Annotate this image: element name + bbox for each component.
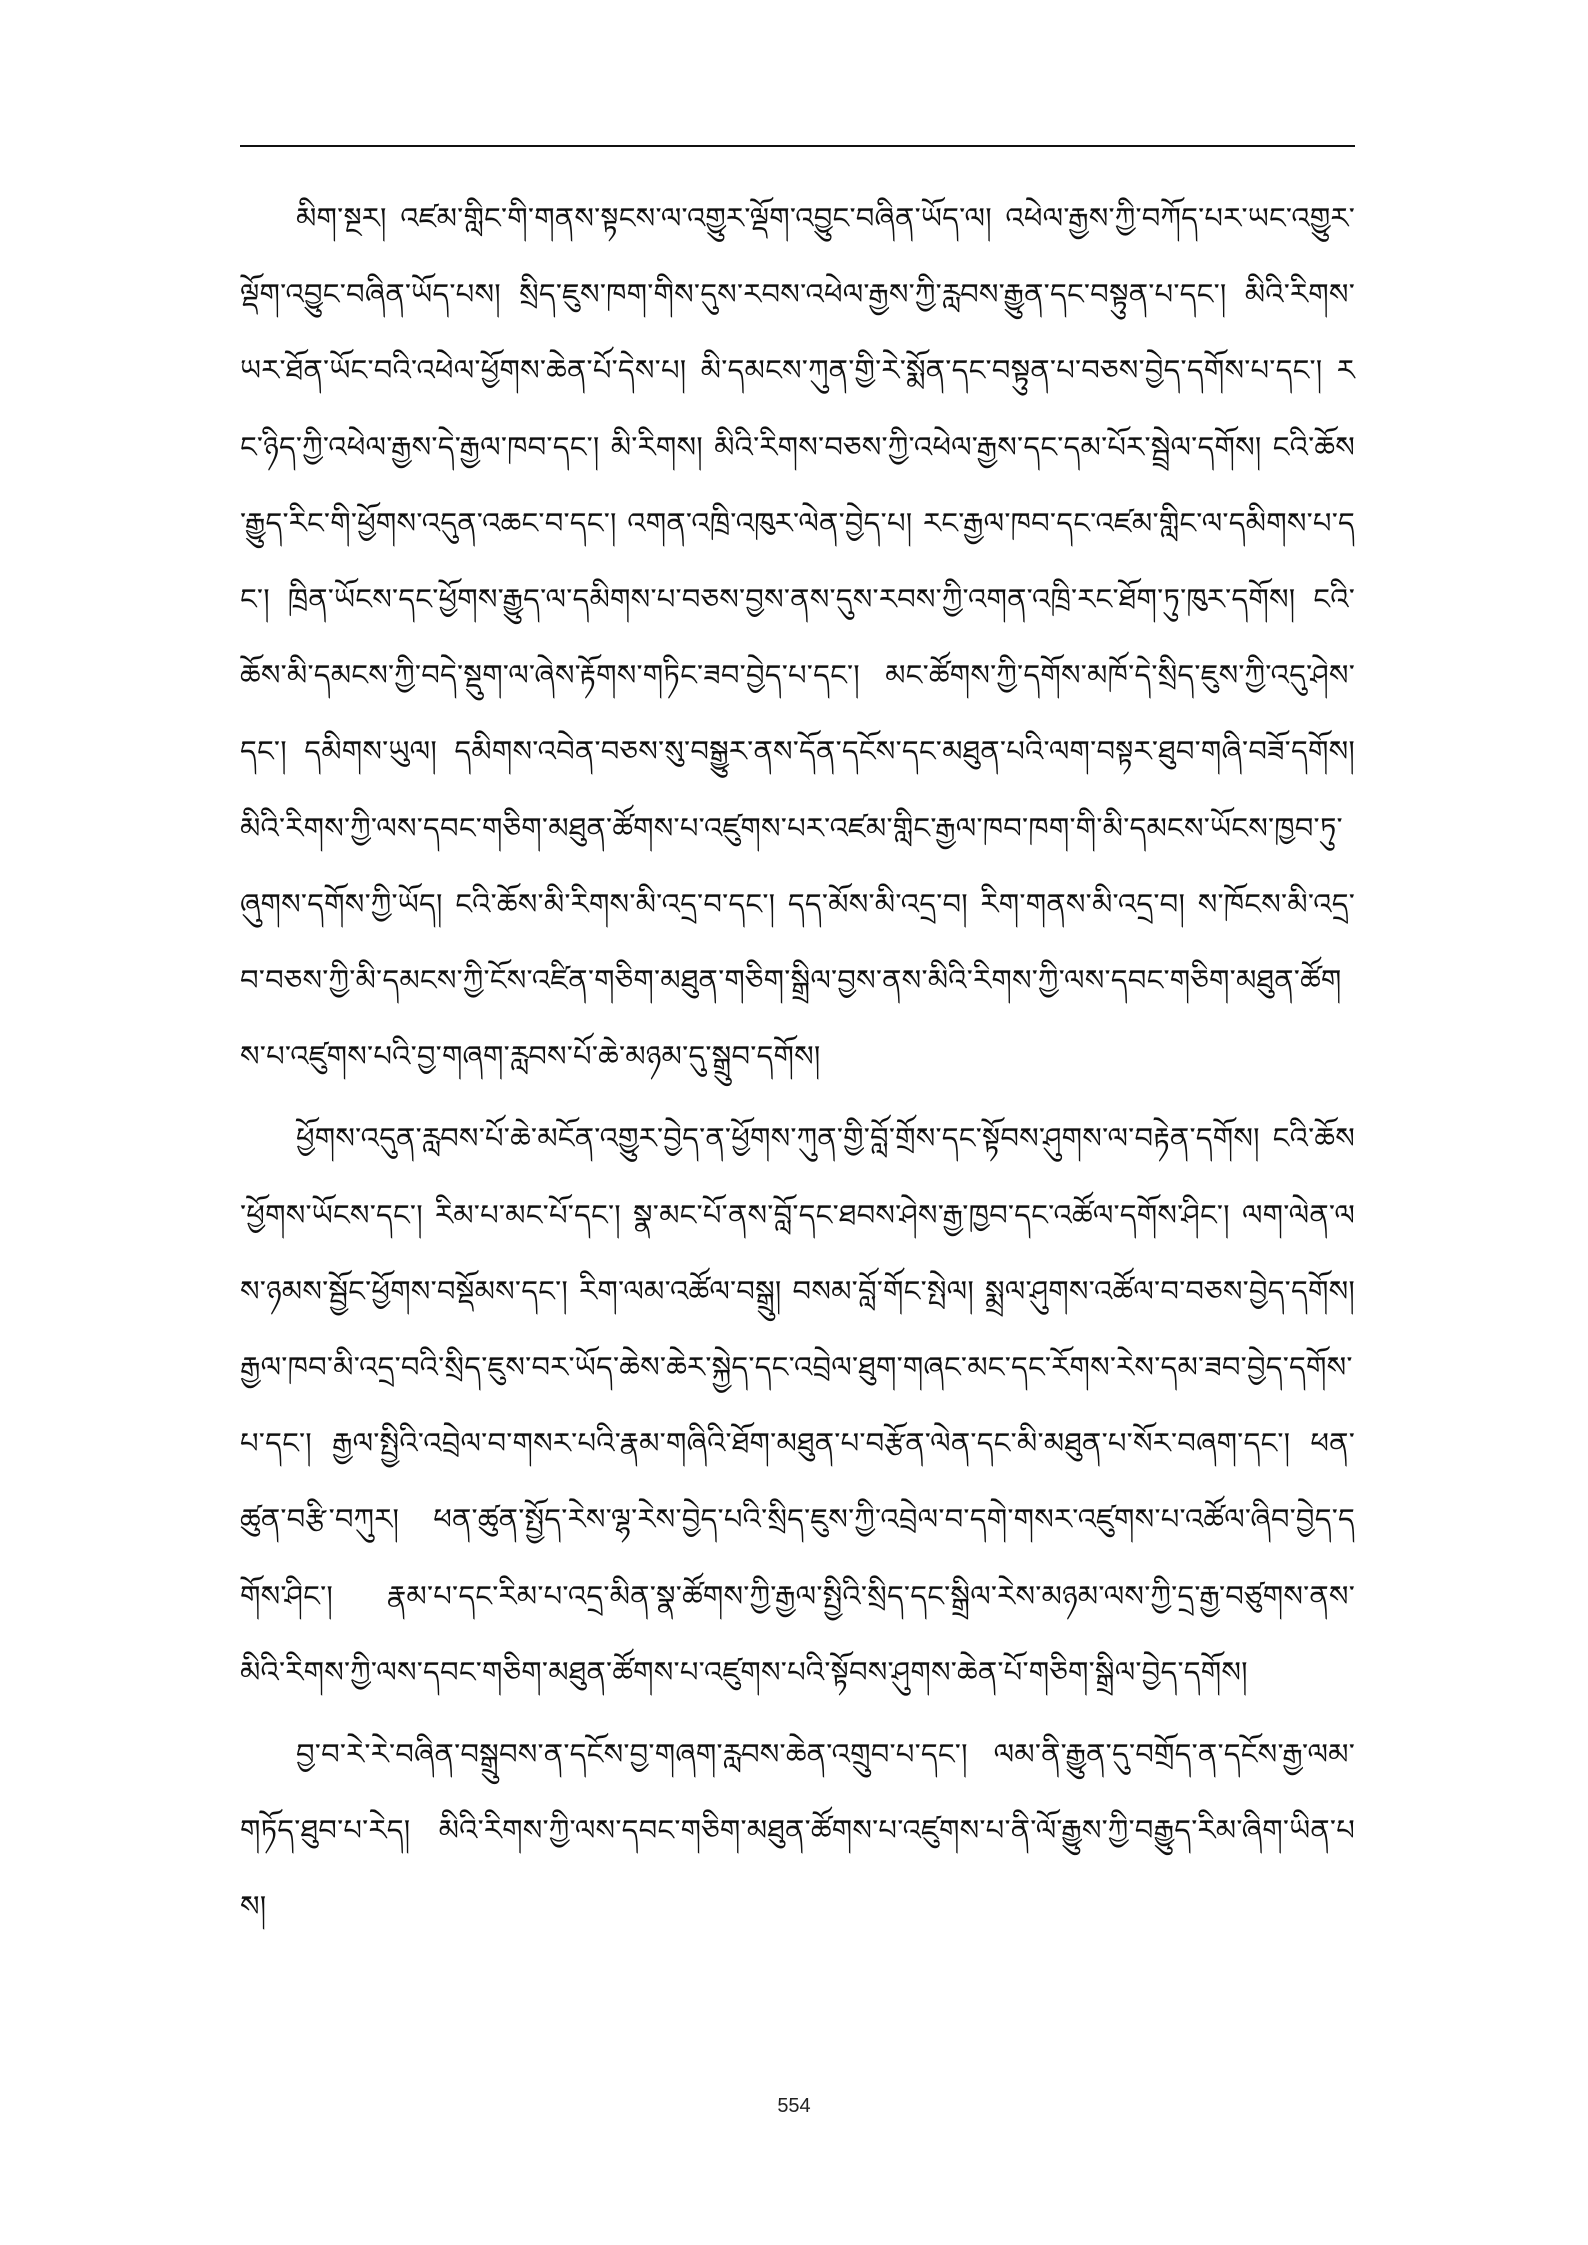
header-rule bbox=[240, 145, 1355, 147]
paragraph-3: བྱ་བ་རེ་རེ་བཞིན་བསྒྲུབས་ན་དངོས་བྱ་གཞག་རླབས་ཆེན་འགྲུབ་པ་དང་། ལམ་ནི་རྒྱུན་དུ་བགྲོད་ན་དངོས་རྒྱ་ལམ་གཏོད་ཐུབ་པ་རེད། མིའི་རིགས་ཀྱི་ལས་དབང་གཅིག་མཐུན་ཚོགས་པ་འཛུགས་པ་ནི་ལོ་རྒྱུས་ཀྱི་བརྒྱུད་རིམ་ཞིག་ཡིན་པས། bbox=[240, 1737, 1355, 1924]
paragraph-1: མིག་སྔར། འཛམ་གླིང་གི་གནས་སྟངས་ལ་འགྱུར་ལྡོག་འབྱུང་བཞིན་ཡོད་ལ། འཕེལ་རྒྱས་ཀྱི་བཀོད་པར་ཡང་འགྱུར་ལྡོག་འབྱུང་བཞིན་ཡོད་པས། སྲིད་ཇུས་ཁག་གིས་དུས་རབས་འཕེལ་རྒྱས་ཀྱི་རླབས་རྒྱུན་དང་བསྟུན་པ་དང་། མིའི་རིགས་ཡར་ཐོན་ཡོང་བའི་འཕེལ་ཕྱོགས་ཆེན་པོ་དེས་པ། མི་དམངས་ཀུན་གྱི་རེ་སྨོན་དང་བསྟུན་པ་བཅས་བྱེད་དགོས་པ་དང་། རང་ཉིད་ཀྱི་འཕེལ་རྒྱས་དེ་རྒྱལ་ཁབ་དང་། མི་རིགས། མིའི་རིགས་བཅས་ཀྱི་འཕེལ་རྒྱས་དང་དམ་པོར་སྦྲེལ་དགོས། ངའི་ཆོས་རྒྱུད་རིང་གི་ཕྱོགས་འདུན་འཆང་བ་དང་། འགན་འཁྲི་འཁུར་ལེན་བྱེད་པ། རང་རྒྱལ་ཁབ་དང་འཛམ་གླིང་ལ་དམིགས་པ་དང་། ཁྲིན་ཡོངས་དང་ཕྱོགས་རྒྱུད་ལ་དམིགས་པ་བཅས་བྱས་ནས་དུས་རབས་ཀྱི་འགན་འཁྲི་རང་ཐོག་ཏུ་ཁུར་དགོས། ངའི་ཆོས་མི་དམངས་ཀྱི་བདེ་སྡུག་ལ་ཞེས་རྟོགས་གཏིང་ཟབ་བྱེད་པ་དང་། མང་ཚོགས་ཀྱི་དགོས་མཁོ་དེ་སྲིད་ཇུས་ཀྱི་འདུ་ཤེས་དང་། དམིགས་ཡུལ། དམིགས་འབེན་བཅས་སུ་བསྒྱུར་ནས་དོན་དངོས་དང་མཐུན་པའི་ལག་བསྟར་ཐུབ་གཞི་བཟོ་དགོས། མིའི་རིགས་ཀྱི་ལས་དབང་གཅིག་མཐུན་ཚོགས་པ་འཛུགས་པར་འཛམ་གླིང་རྒྱལ་ཁབ་ཁག་གི་མི་དམངས་ཡོངས་ཁྱབ་ཏུ་ཞུགས་དགོས་ཀྱི་ཡོད། ངའི་ཆོས་མི་རིགས་མི་འདྲ་བ་དང་། དད་མོས་མི་འདྲ་བ། རིག་གནས་མི་འདྲ་བ། ས་ཁོངས་མི་འདྲ་བ་བཅས་ཀྱི་མི་དམངས་ཀྱི་ངོས་འཛིན་གཅིག་མཐུན་གཅིག་སྒྲིལ་བྱས་ནས་མིའི་རིགས་ཀྱི་ལས་དབང་གཅིག་མཐུན་ཚོགས་པ་འཛུགས་པའི་བྱ་གཞག་རླབས་པོ་ཆེ་མཉམ་དུ་སྒྲུབ་དགོས། bbox=[240, 201, 1355, 1074]
page-number: 554 bbox=[777, 2095, 811, 2117]
document-body bbox=[240, 180, 1355, 1951]
paragraph-2: ཕྱོགས་འདུན་རླབས་པོ་ཆེ་མངོན་འགྱུར་བྱེད་ན་ཕྱོགས་ཀུན་གྱི་བློ་གྲོས་དང་སྟོབས་ཤུགས་ལ་བརྟེན་དགོས། ངའི་ཆོས་ཕྱོགས་ཡོངས་དང་། རིམ་པ་མང་པོ་དང་། སྣ་མང་པོ་ནས་བློ་དང་ཐབས་ཤེས་རྒྱ་ཁྱབ་དང་འཚོལ་དགོས་ཤིང་། ལག་ལེན་ལས་ཉམས་སྦྱོང་ཕྱོགས་བསྡོམས་དང་། རིག་ལམ་འཚོལ་བསྒྲུ། བསམ་བློ་གོང་སྤེལ། སྨྲལ་ཤུགས་འཚོལ་བ་བཅས་བྱེད་དགོས། རྒྱལ་ཁབ་མི་འདྲ་བའི་སྲིད་ཇུས་བར་ཡོད་ཆེས་ཆེར་སྐྱེད་དང་འབྲེལ་ཐུག་གཞང་མང་དང་རོགས་རེས་དམ་ཟབ་བྱེད་དགོས་པ་དང་། རྒྱལ་སྤྱིའི་འབྲེལ་བ་གསར་པའི་རྣམ་གཞིའི་ཐོག་མཐུན་པ་བརྩོན་ལེན་དང་མི་མཐུན་པ་སོར་བཞག་དང་། ཕན་ཚུན་བརྩི་བཀུར། ཕན་ཚུན་སྤྱོད་རེས་ལྷ་རེས་བྱེད་པའི་སྲིད་ཇུས་ཀྱི་འབྲེལ་བ་དགེ་གསར་འཛུགས་པ་འཚོལ་ཞིབ་བྱེད་དགོས་ཤིང་། རྣམ་པ་དང་རིམ་པ་འདྲ་མིན་སྣ་ཚོགས་ཀྱི་རྒྱལ་སྤྱིའི་སྲིད་དང་སྒྲིལ་རེས་མཉམ་ལས་ཀྱི་དྲ་རྒྱ་བཙུགས་ནས་མིའི་རིགས་ཀྱི་ལས་དབང་གཅིག་མཐུན་ཚོགས་པ་འཛུགས་པའི་སྟོབས་ཤུགས་ཆེན་པོ་གཅིག་སྒྲིལ་བྱེད་དགོས། bbox=[240, 1121, 1355, 1689]
